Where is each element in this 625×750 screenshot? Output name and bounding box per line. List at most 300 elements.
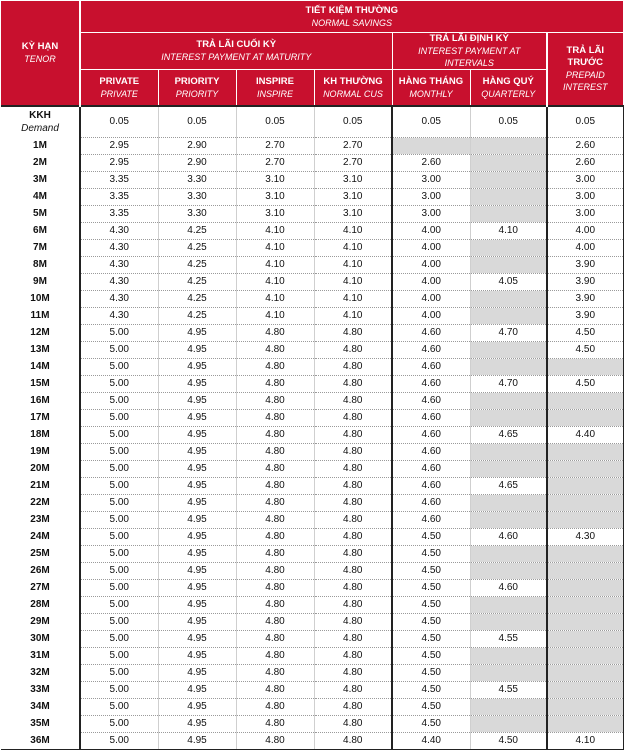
tenor-cell [1,257,80,274]
rate-cell-normal-cus: 3.10 [314,189,392,206]
rate-cell-quarterly [470,291,547,308]
rate-cell-quarterly [470,155,547,172]
rate-cell-quarterly [470,138,547,155]
table-header [1,1,623,106]
savings-rate-table [1,1,624,750]
table-row [1,274,623,291]
rate-cell-prepaid: 4.50 [547,376,623,393]
rate-cell-quarterly [470,597,547,614]
prepaid-vi: TRẢ LÃI TRƯỚC [566,45,605,68]
rate-cell-normal-cus: 4.80 [314,478,392,495]
tenor-label: 19M [30,446,50,457]
rate-cell-prepaid: 4.30 [547,529,623,546]
rate-cell-quarterly [470,699,547,716]
rate-cell-priority: 4.95 [158,512,236,529]
rate-cell-priority: 3.30 [158,189,236,206]
table-row [1,529,623,546]
rate-cell-priority: 4.95 [158,393,236,410]
tenor-label: 31M [30,650,50,661]
rate-cell-monthly: 4.60 [392,512,470,529]
column-header-normal-cus [314,70,392,107]
table-row [1,138,623,155]
rate-cell-normal-cus: 4.80 [314,444,392,461]
tenor-header-vi: KỲ HẠN [21,41,59,52]
rate-cell-priority: 4.95 [158,597,236,614]
intervals-header [392,33,547,70]
rate-cell-quarterly: 4.60 [470,529,547,546]
rate-cell-private: 5.00 [80,325,158,342]
rate-cell-inspire: 4.80 [236,495,314,512]
rate-cell-normal-cus: 4.80 [314,631,392,648]
rate-cell-quarterly: 4.65 [470,427,547,444]
rate-cell-quarterly [470,563,547,580]
tenor-cell [1,206,80,223]
rate-cell-private: 4.30 [80,308,158,325]
rate-cell-private: 5.00 [80,614,158,631]
rate-cell-quarterly [470,172,547,189]
rate-cell-inspire: 4.10 [236,274,314,291]
rate-cell-normal-cus: 4.10 [314,257,392,274]
tenor-label: 5M [33,208,47,219]
rate-cell-inspire: 3.10 [236,172,314,189]
rate-cell-normal-cus: 4.80 [314,427,392,444]
rate-cell-monthly: 4.60 [392,495,470,512]
rate-cell-normal-cus: 4.80 [314,529,392,546]
normal-savings-en: NORMAL SAVINGS [311,17,392,28]
tenor-cell [1,597,80,614]
rate-cell-monthly: 4.50 [392,614,470,631]
tenor-label: 2M [33,157,47,168]
maturity-vi: TRẢ LÃI CUỐI KỲ [196,39,277,50]
rate-cell-priority: 0.05 [158,106,236,138]
column-header-inspire-en: INSPIRE [256,88,293,99]
rate-cell-private: 5.00 [80,648,158,665]
tenor-cell [1,614,80,631]
rate-cell-monthly: 4.60 [392,342,470,359]
tenor-cell [1,342,80,359]
tenor-label: 4M [33,191,47,202]
prepaid-header [547,33,623,107]
tenor-cell [1,512,80,529]
rate-cell-monthly: 4.60 [392,427,470,444]
rate-cell-prepaid [547,614,623,631]
rate-cell-prepaid [547,495,623,512]
rate-cell-priority: 4.25 [158,274,236,291]
tenor-label-en: Demand [21,123,59,134]
rate-cell-private: 4.30 [80,274,158,291]
rate-cell-normal-cus: 2.70 [314,155,392,172]
rate-cell-prepaid: 4.40 [547,427,623,444]
rate-cell-monthly: 3.00 [392,189,470,206]
rate-cell-quarterly [470,614,547,631]
rate-cell-priority: 4.95 [158,665,236,682]
tenor-label: 25M [30,548,50,559]
rate-cell-inspire: 4.80 [236,410,314,427]
rate-cell-prepaid [547,410,623,427]
rate-cell-quarterly: 4.70 [470,376,547,393]
tenor-header [1,1,80,106]
rate-cell-normal-cus: 4.80 [314,733,392,750]
rate-cell-monthly: 4.50 [392,529,470,546]
rate-cell-quarterly [470,648,547,665]
table-row [1,427,623,444]
rate-cell-monthly: 4.60 [392,325,470,342]
table-row [1,631,623,648]
rate-cell-private: 5.00 [80,580,158,597]
table-row [1,478,623,495]
rate-cell-prepaid [547,461,623,478]
rate-cell-prepaid [547,393,623,410]
normal-savings-vi: TIẾT KIỆM THƯỜNG [305,4,399,16]
rate-cell-prepaid [547,512,623,529]
rate-cell-inspire: 4.80 [236,614,314,631]
tenor-cell [1,478,80,495]
rate-cell-private: 4.30 [80,223,158,240]
rate-cell-private: 5.00 [80,512,158,529]
column-header-normal-cus-en: NORMAL CUS [323,88,383,99]
tenor-cell [1,427,80,444]
rate-cell-priority: 4.95 [158,580,236,597]
rate-cell-monthly: 2.60 [392,155,470,172]
rate-cell-private: 5.00 [80,682,158,699]
rate-cell-priority: 4.95 [158,631,236,648]
rate-cell-inspire: 2.70 [236,155,314,172]
tenor-label: 7M [33,242,47,253]
rate-cell-inspire: 4.80 [236,393,314,410]
table-row [1,206,623,223]
table-row [1,155,623,172]
table-row [1,648,623,665]
table-row [1,223,623,240]
rate-cell-normal-cus: 4.80 [314,512,392,529]
rate-cell-monthly: 4.50 [392,699,470,716]
rate-cell-priority: 4.95 [158,427,236,444]
rate-cell-quarterly [470,342,547,359]
rate-cell-monthly: 3.00 [392,206,470,223]
table-row [1,410,623,427]
tenor-cell [1,631,80,648]
rate-cell-prepaid: 3.90 [547,257,623,274]
rate-cell-prepaid: 3.90 [547,291,623,308]
rate-cell-priority: 4.95 [158,461,236,478]
tenor-label: 30M [30,633,50,644]
tenor-cell [1,444,80,461]
rate-cell-inspire: 4.10 [236,308,314,325]
rate-cell-inspire: 4.80 [236,478,314,495]
table-row [1,733,623,750]
rate-cell-normal-cus: 4.80 [314,546,392,563]
normal-savings-header [80,1,623,33]
rate-cell-normal-cus: 4.80 [314,716,392,733]
rate-cell-normal-cus: 4.80 [314,597,392,614]
tenor-label: 35M [30,718,50,729]
rate-cell-normal-cus: 2.70 [314,138,392,155]
tenor-label: 21M [30,480,50,491]
rate-cell-private: 2.95 [80,155,158,172]
rate-cell-prepaid [547,580,623,597]
rate-cell-prepaid: 0.05 [547,106,623,138]
rate-cell-normal-cus: 4.80 [314,393,392,410]
rate-cell-priority: 4.95 [158,648,236,665]
rate-cell-quarterly: 4.65 [470,478,547,495]
column-header-quarterly-en: QUARTERLY [481,88,536,99]
tenor-cell [1,682,80,699]
rate-cell-quarterly [470,665,547,682]
rate-cell-private: 3.35 [80,172,158,189]
table-row [1,699,623,716]
rate-cell-prepaid: 3.90 [547,308,623,325]
tenor-label: 33M [30,684,50,695]
tenor-cell [1,240,80,257]
rate-cell-quarterly: 4.55 [470,631,547,648]
rate-cell-monthly: 4.50 [392,665,470,682]
rate-cell-monthly: 4.40 [392,733,470,750]
rate-cell-monthly: 4.00 [392,274,470,291]
rate-cell-quarterly [470,257,547,274]
rate-cell-monthly: 4.00 [392,223,470,240]
rate-cell-inspire: 4.10 [236,257,314,274]
prepaid-en: PREPAID INTEREST [563,70,608,92]
rate-cell-private: 3.35 [80,206,158,223]
rate-cell-private: 5.00 [80,427,158,444]
rate-cell-quarterly: 4.50 [470,733,547,750]
maturity-en: INTEREST PAYMENT AT MATURITY [161,52,312,62]
rate-cell-inspire: 4.80 [236,665,314,682]
tenor-label: 23M [30,514,50,525]
tenor-label: 34M [30,701,50,712]
rate-cell-quarterly [470,393,547,410]
table-row [1,106,623,138]
rate-cell-inspire: 4.80 [236,325,314,342]
rate-cell-priority: 4.95 [158,563,236,580]
tenor-label: 26M [30,565,50,576]
tenor-label: 10M [30,293,50,304]
rate-cell-prepaid [547,597,623,614]
tenor-cell [1,308,80,325]
rate-cell-inspire: 4.80 [236,597,314,614]
rate-cell-private: 5.00 [80,699,158,716]
table-row [1,614,623,631]
rate-cell-monthly: 4.50 [392,648,470,665]
table-row [1,597,623,614]
rate-cell-priority: 4.95 [158,376,236,393]
rate-cell-prepaid [547,631,623,648]
table-row [1,461,623,478]
column-header-priority-en: PRIORITY [175,88,219,99]
tenor-label: 20M [30,463,50,474]
rate-cell-inspire: 3.10 [236,206,314,223]
table-body [1,106,623,750]
rate-cell-quarterly [470,206,547,223]
table-row [1,444,623,461]
column-header-priority [158,70,236,107]
rate-cell-priority: 4.95 [158,495,236,512]
table-row [1,716,623,733]
rate-cell-quarterly: 0.05 [470,106,547,138]
rate-cell-inspire: 4.80 [236,359,314,376]
rate-cell-normal-cus: 4.80 [314,461,392,478]
rate-cell-monthly: 4.00 [392,308,470,325]
rate-cell-normal-cus: 4.80 [314,376,392,393]
rate-cell-private: 5.00 [80,733,158,750]
column-header-private-vi: PRIVATE [99,75,140,87]
rate-cell-normal-cus: 4.10 [314,223,392,240]
rate-cell-priority: 4.25 [158,257,236,274]
tenor-cell [1,716,80,733]
table-row [1,393,623,410]
rate-cell-private: 5.00 [80,529,158,546]
rate-cell-priority: 4.95 [158,342,236,359]
rate-cell-monthly: 4.60 [392,393,470,410]
rate-cell-inspire: 4.80 [236,376,314,393]
rate-cell-private: 5.00 [80,461,158,478]
rate-cell-priority: 4.95 [158,529,236,546]
tenor-cell [1,648,80,665]
rate-cell-prepaid: 3.90 [547,274,623,291]
rate-cell-normal-cus: 4.80 [314,342,392,359]
rate-cell-normal-cus: 4.80 [314,648,392,665]
rate-cell-quarterly [470,444,547,461]
rate-cell-monthly: 4.60 [392,376,470,393]
table-row [1,580,623,597]
rate-cell-prepaid: 2.60 [547,155,623,172]
rate-cell-private: 2.95 [80,138,158,155]
rate-cell-quarterly [470,512,547,529]
rate-cell-quarterly: 4.10 [470,223,547,240]
tenor-header-en: TENOR [24,54,56,64]
rate-cell-quarterly: 4.05 [470,274,547,291]
rate-cell-prepaid: 4.50 [547,342,623,359]
rate-cell-inspire: 4.80 [236,631,314,648]
column-header-priority-vi: PRIORITY [174,75,220,87]
tenor-cell [1,410,80,427]
tenor-cell [1,223,80,240]
rate-cell-normal-cus: 4.10 [314,274,392,291]
rate-cell-private: 5.00 [80,597,158,614]
rate-cell-private: 0.05 [80,106,158,138]
rate-cell-private: 4.30 [80,291,158,308]
column-header-private-en: PRIVATE [100,88,138,99]
rate-cell-priority: 4.95 [158,699,236,716]
tenor-cell [1,495,80,512]
rate-cell-monthly: 4.50 [392,563,470,580]
tenor-label: 3M [33,174,47,185]
rate-cell-private: 5.00 [80,359,158,376]
tenor-label: 9M [33,276,47,287]
tenor-label: 13M [30,344,50,355]
tenor-label: 24M [30,531,50,542]
rate-cell-private: 5.00 [80,410,158,427]
column-header-normal-cus-vi: KH THƯỜNG [323,75,383,87]
rate-cell-monthly: 4.50 [392,631,470,648]
tenor-label: 8M [33,259,47,270]
rate-cell-quarterly [470,359,547,376]
rate-cell-inspire: 2.70 [236,138,314,155]
rate-cell-private: 5.00 [80,631,158,648]
tenor-label: 36M [30,735,50,746]
table-row [1,257,623,274]
rate-cell-monthly: 4.50 [392,682,470,699]
rate-cell-private: 5.00 [80,342,158,359]
rate-cell-monthly: 4.60 [392,478,470,495]
tenor-cell [1,291,80,308]
rate-cell-prepaid [547,665,623,682]
tenor-label: 15M [30,378,50,389]
rate-cell-priority: 3.30 [158,172,236,189]
rate-cell-inspire: 4.80 [236,716,314,733]
table-row [1,376,623,393]
rate-cell-prepaid: 4.50 [547,325,623,342]
column-header-quarterly [470,70,547,107]
tenor-label: 28M [30,599,50,610]
column-header-inspire [236,70,314,107]
rate-cell-prepaid: 3.00 [547,172,623,189]
tenor-label: 22M [30,497,50,508]
rate-cell-normal-cus: 4.80 [314,682,392,699]
rate-cell-inspire: 4.10 [236,223,314,240]
table-row [1,172,623,189]
rate-cell-quarterly [470,240,547,257]
column-header-quarterly-vi: HÀNG QUÝ [482,75,534,87]
rate-cell-quarterly: 4.55 [470,682,547,699]
tenor-cell [1,376,80,393]
tenor-label: 14M [30,361,50,372]
rate-cell-prepaid [547,699,623,716]
tenor-cell [1,733,80,750]
table-row [1,665,623,682]
rate-cell-private: 5.00 [80,393,158,410]
tenor-label: 11M [30,310,50,321]
rate-cell-priority: 4.95 [158,614,236,631]
rate-cell-normal-cus: 4.80 [314,563,392,580]
rate-cell-priority: 4.95 [158,359,236,376]
tenor-label: 1M [33,140,47,151]
rate-cell-prepaid [547,359,623,376]
rate-cell-prepaid [547,478,623,495]
rate-cell-prepaid: 4.10 [547,733,623,750]
tenor-cell [1,529,80,546]
rate-cell-normal-cus: 3.10 [314,206,392,223]
tenor-cell [1,189,80,206]
rate-cell-prepaid [547,682,623,699]
rate-cell-normal-cus: 4.80 [314,614,392,631]
rate-cell-normal-cus: 4.80 [314,580,392,597]
table-row [1,189,623,206]
rate-cell-monthly [392,138,470,155]
rate-cell-quarterly: 4.70 [470,325,547,342]
rate-cell-monthly: 0.05 [392,106,470,138]
rate-cell-prepaid: 3.00 [547,206,623,223]
rate-cell-normal-cus: 4.80 [314,665,392,682]
rate-cell-priority: 4.25 [158,291,236,308]
rate-cell-private: 4.30 [80,240,158,257]
table-row [1,325,623,342]
table-row [1,546,623,563]
rate-cell-inspire: 4.80 [236,546,314,563]
table-row [1,308,623,325]
tenor-cell [1,665,80,682]
rate-cell-priority: 4.95 [158,733,236,750]
tenor-cell [1,563,80,580]
rate-cell-normal-cus: 4.10 [314,240,392,257]
rate-cell-priority: 4.25 [158,240,236,257]
tenor-label: 12M [30,327,50,338]
intervals-vi: TRẢ LÃI ĐỊNH KỲ [429,33,509,44]
rate-cell-inspire: 4.80 [236,580,314,597]
tenor-cell [1,172,80,189]
rate-cell-private: 3.35 [80,189,158,206]
column-header-monthly [392,70,470,107]
